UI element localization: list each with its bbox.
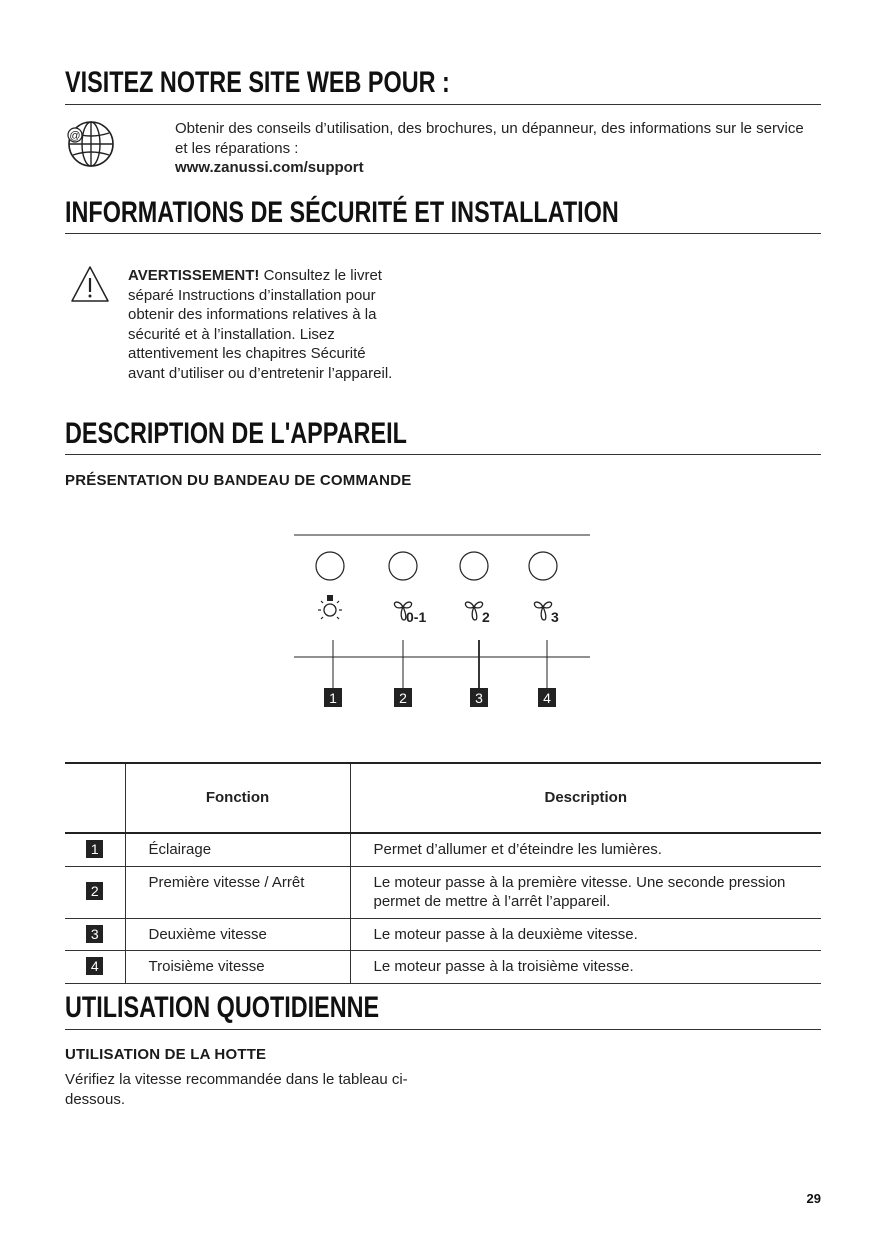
row-number-badge: 4 — [86, 957, 103, 975]
row-description: Le moteur passe à la troisième vitesse. — [350, 951, 821, 984]
section-title-safety: INFORMATIONS DE SÉCURITÉ ET INSTALLATION — [65, 196, 619, 229]
page-number: 29 — [806, 1191, 821, 1206]
table-row — [65, 866, 821, 918]
section-title-daily-use: UTILISATION QUOTIDIENNE — [65, 991, 380, 1024]
panel-button-4[interactable] — [529, 552, 557, 580]
row-number-cell — [65, 918, 125, 951]
section-title-description: DESCRIPTION DE L'APPAREIL — [65, 417, 407, 450]
fan-icon — [465, 602, 482, 620]
table-header-function: Fonction — [125, 763, 350, 833]
row-number-cell — [65, 866, 125, 918]
control-panel-diagram — [290, 530, 595, 715]
row-function: Éclairage — [125, 833, 350, 866]
panel-button-1[interactable] — [316, 552, 344, 580]
fan-speed-label-3: 3 — [551, 609, 559, 625]
safety-warning — [128, 266, 403, 383]
row-number-badge: 3 — [86, 925, 103, 943]
row-number-cell — [65, 951, 125, 984]
warning-label: AVERTISSEMENT! — [128, 267, 260, 284]
table-header-row — [65, 763, 821, 833]
fan-speed-label-2: 2 — [482, 609, 490, 625]
row-number-badge: 2 — [86, 882, 103, 900]
table-row — [65, 833, 821, 866]
fan-icon — [534, 602, 551, 620]
row-number-cell — [65, 833, 125, 866]
globe-at-icon — [64, 120, 116, 170]
section-rule — [65, 104, 821, 105]
table-header-description: Description — [350, 763, 821, 833]
svg-text:@: @ — [69, 130, 81, 142]
website-description: Obtenir des conseils d’utilisation, des brochures, un dépanneur, des informations sur le service et les réparations : — [175, 120, 804, 157]
warning-text: Consultez le livret séparé Instructions d’installation pour obtenir des informations relatives à la sécurité et à l’installation. Lisez attentivement les chapitres Sécurité avant d’utiliser ou d’entretenir l’appareil. — [128, 267, 393, 382]
control-panel-subtitle: PRÉSENTATION DU BANDEAU DE COMMANDE — [65, 472, 412, 489]
panel-button-2[interactable] — [389, 552, 417, 580]
callout-number-1: 1 — [329, 690, 337, 706]
callout-number-3: 3 — [475, 690, 483, 706]
panel-button-3[interactable] — [460, 552, 488, 580]
row-function: Deuxième vitesse — [125, 918, 350, 951]
table-row — [65, 951, 821, 984]
warning-triangle-icon — [70, 265, 110, 303]
row-number-badge: 1 — [86, 840, 103, 858]
fan-speed-label-0-1: 0-1 — [406, 609, 427, 625]
section-rule — [65, 233, 821, 234]
callout-number-4: 4 — [543, 690, 551, 706]
section-rule — [65, 454, 821, 455]
row-description: Permet d’allumer et d’éteindre les lumières. — [350, 833, 821, 866]
light-bulb-icon — [318, 595, 342, 619]
hood-use-subtitle: UTILISATION DE LA HOTTE — [65, 1046, 267, 1063]
section-title-website: VISITEZ NOTRE SITE WEB POUR : — [65, 66, 450, 99]
section-rule — [65, 1029, 821, 1030]
row-function: Troisième vitesse — [125, 951, 350, 984]
row-description: Le moteur passe à la première vitesse. Une seconde pression permet de mettre à l’arrêt l’appareil. — [350, 866, 821, 918]
table-header-number — [65, 763, 125, 833]
table-row — [65, 918, 821, 951]
row-description: Le moteur passe à la deuxième vitesse. — [350, 918, 821, 951]
hood-use-text: Vérifiez la vitesse recommandée dans le tableau ci-dessous. — [65, 1071, 408, 1108]
callout-number-2: 2 — [399, 690, 407, 706]
row-function: Première vitesse / Arrêt — [125, 866, 350, 918]
website-url[interactable]: www.zanussi.com/support — [175, 159, 364, 176]
control-functions-table — [65, 762, 821, 984]
